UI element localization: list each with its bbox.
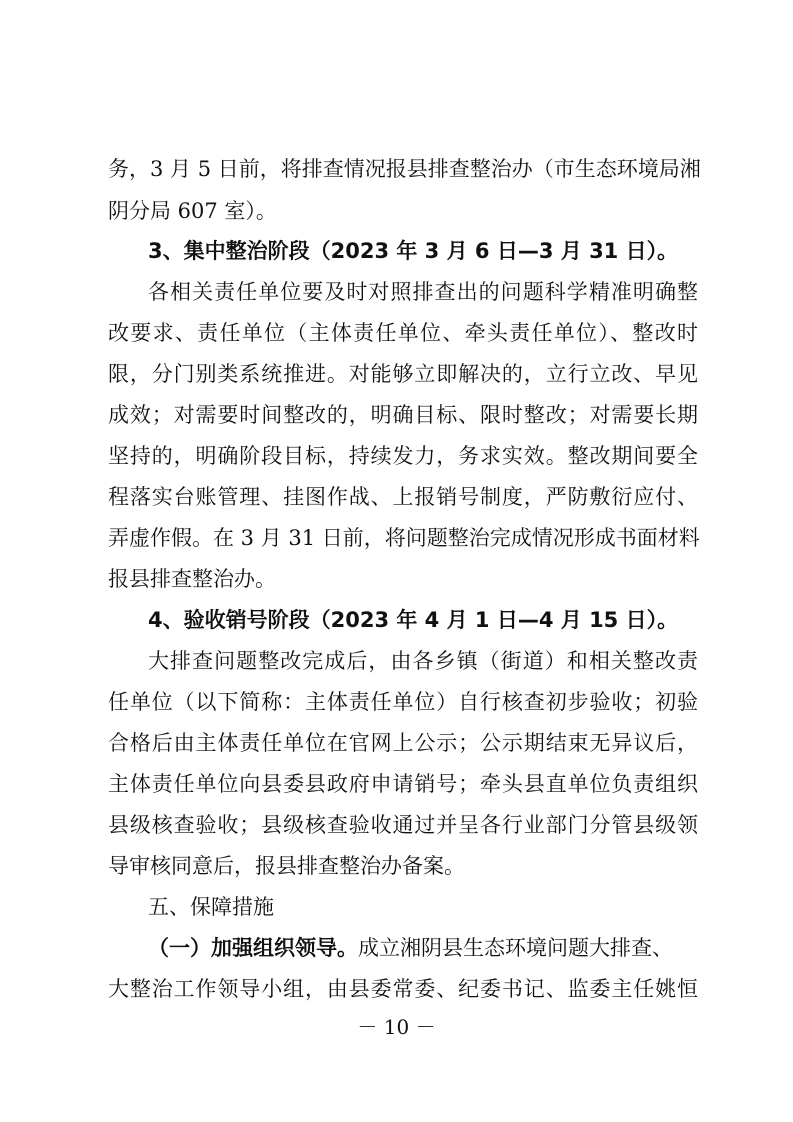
body-line: 主体责任单位向县委县政府申请销号；牵头县直单位负责组织 bbox=[108, 772, 698, 796]
section-heading-3: 3、集中整治阶段（2023 年 3 月 6 日—3 月 31 日）。 bbox=[148, 239, 679, 263]
body-line: 任单位（以下简称：主体责任单位）自行核查初步验收；初验 bbox=[108, 690, 698, 714]
body-line: 坚持的，明确阶段目标，持续发力，务求实效。整改期间要全 bbox=[108, 444, 698, 468]
section-heading-5: 五、保障措施 bbox=[148, 895, 274, 919]
page-number: － 10 － bbox=[357, 1015, 436, 1039]
body-line: 务，3 月 5 日前，将排查情况报县排查整治办（市生态环境局湘 bbox=[108, 157, 701, 181]
body-line: 弄虚作假。在 3 月 31 日前，将问题整治完成情况形成书面材料 bbox=[108, 526, 700, 550]
body-line: 改要求、责任单位（主体责任单位、牵头责任单位）、整改时 bbox=[108, 321, 698, 345]
body-line: 合格后由主体责任单位在官网上公示；公示期结束无异议后， bbox=[108, 731, 698, 755]
body-line: 报县排查整治办。 bbox=[108, 567, 276, 591]
section-heading-4: 4、验收销号阶段（2023 年 4 月 1 日—4 月 15 日）。 bbox=[148, 608, 679, 632]
body-line: 各相关责任单位要及时对照排查出的问题科学精准明确整 bbox=[148, 280, 698, 304]
body-line-with-bold bbox=[148, 933, 698, 963]
body-line: 阴分局 607 室）。 bbox=[108, 199, 277, 223]
body-line: 成效；对需要时间整改的，明确目标、限时整改；对需要长期 bbox=[108, 403, 698, 427]
body-line: 导审核同意后，报县排查整治办备案。 bbox=[108, 854, 465, 878]
body-run: 成立湘阴县生态环境问题大排查、 bbox=[358, 936, 673, 960]
body-line: 程落实台账管理、挂图作战、上报销号制度，严防敷衍应付、 bbox=[108, 485, 698, 509]
body-line: 限，分门别类系统推进。对能够立即解决的，立行立改、早见 bbox=[108, 362, 698, 386]
subsection-heading-1: （一）加强组织领导。 bbox=[148, 936, 358, 960]
body-line: 县级核查验收；县级核查验收通过并呈各行业部门分管县级领 bbox=[108, 813, 698, 837]
body-line: 大整治工作领导小组，由县委常委、纪委书记、监委主任姚恒 bbox=[108, 977, 698, 1001]
body-line: 大排查问题整改完成后，由各乡镇（街道）和相关整改责 bbox=[148, 649, 698, 673]
